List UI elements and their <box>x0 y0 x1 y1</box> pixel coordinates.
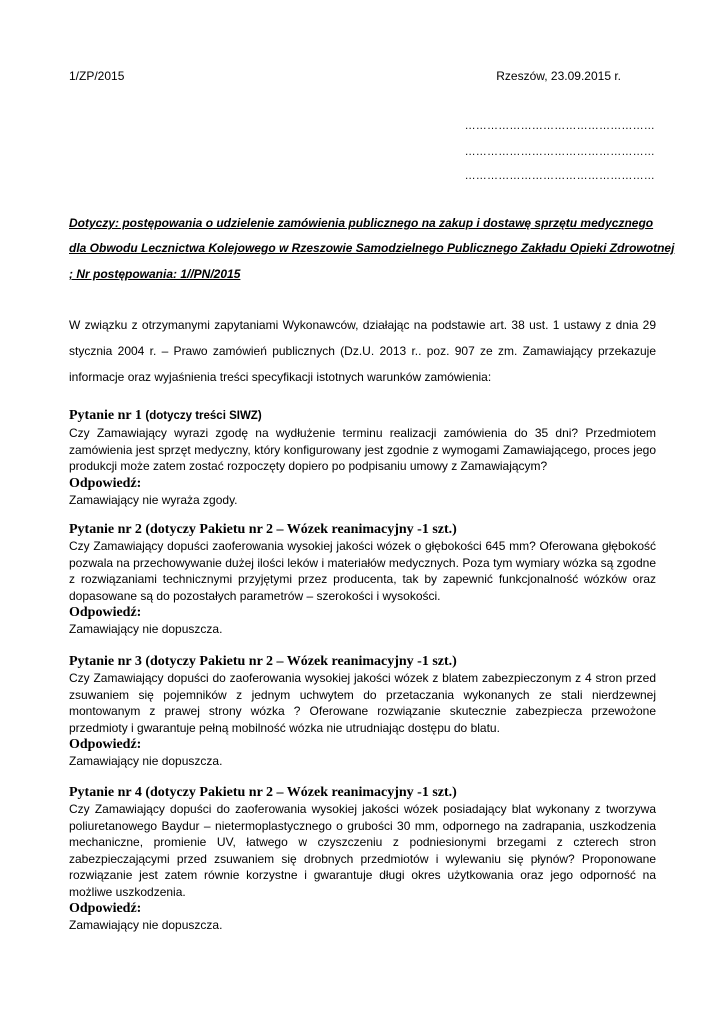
question-title: Pytanie nr 3 (dotyczy Pakietu nr 2 – Wózek reanimacyjny -1 szt.) <box>69 654 457 669</box>
subject-line: Dotyczy: postępowania o udzielenie zamówienia publicznego na zakup i dostawę sprzętu medycznego <box>69 216 654 230</box>
recipient-line: …………………………………………… <box>464 120 655 132</box>
answer-text: Zamawiający nie dopuszcza. <box>69 918 223 932</box>
answer-text: Zamawiający nie dopuszcza. <box>69 754 223 768</box>
reference-number: 1/ZP/2015 <box>69 69 125 83</box>
intro-paragraph: W związku z otrzymanymi zapytaniami Wykonawców, działając na podstawie art. 38 ust. 1 ustawy z dnia 29 stycznia 2004 r. – Prawo zamówień publicznych (Dz.U. 2013 r.. poz. 907 ze zm. Zamawiający przekazuje informacje oraz wyjaśnienia treści specyfikacji istotnych warunków zamówienia: <box>69 318 656 384</box>
subject-line: ; Nr postępowania: 1//PN/2015 <box>69 267 241 281</box>
recipient-line: …………………………………………… <box>464 170 655 182</box>
question-block <box>69 784 656 934</box>
question-body: Czy Zamawiający dopuści zaoferowania wysokiej jakości wózek o głębokości 645 mm? Oferowana głębokość pozwala na przechowywanie dużej ilości leków i materiałów medycznych. Poza tym wymiary wózka są zgodne z rozwiązaniami technicznymi przyjętymi przez producenta, tak by zapewnić funkcjonalność wózków oraz dopasowane są do pozostałych parametrów – szerokości i wysokości. <box>69 539 656 603</box>
question-block <box>69 407 656 508</box>
answer-heading: Odpowiedź: <box>69 605 142 620</box>
subject-line: dla Obwodu Lecznictwa Kolejowego w Rzeszowie Samodzielnego Publicznego Zakładu Opieki Zdrowotnej <box>69 241 675 255</box>
question-block <box>69 653 656 770</box>
recipient-line: …………………………………………… <box>464 146 655 158</box>
answer-heading: Odpowiedź: <box>69 475 142 491</box>
question-title: Pytanie nr 2 (dotyczy Pakietu nr 2 – Wózek reanimacyjny -1 szt.) <box>69 522 457 537</box>
question-body: Czy Zamawiający wyrazi zgodę na wydłużenie terminu realizacji zamówienia do 35 dni? Przedmiotem zamówienia jest sprzęt medyczny, który konfigurowany jest zgodnie z wymogami Zamawiającego, proces jego produkcji może zatem zostać rozpoczęty dopiero po podpisaniu umowy z Zamawiającym? <box>69 426 656 473</box>
answer-heading: Odpowiedź: <box>69 737 142 752</box>
answer-text: Zamawiający nie wyraża zgody. <box>69 492 238 507</box>
question-title: Pytanie nr 4 (dotyczy Pakietu nr 2 – Wózek reanimacyjny -1 szt.) <box>69 785 457 800</box>
question-heading <box>69 407 656 425</box>
question-title: Pytanie nr 1 <box>69 408 146 423</box>
question-block <box>69 521 656 638</box>
answer-heading: Odpowiedź: <box>69 901 142 916</box>
question-body: Czy Zamawiający dopuści do zaoferowania wysokiej jakości wózek z blatem zabezpieczonym z 4 stron przed zsuwaniem się pojemników z jednym uchwytem do przetaczania wykonanych ze stali nierdzewnej montowanym z prawej strony wózka ? Oferowane rozwiązanie skutecznie zabezpiecza przewożone przedmioty i gwarantuje pełną mobilność wózka nie utrudniając dostępu do blatu. <box>69 671 656 735</box>
place-and-date: Rzeszów, 23.09.2015 r. <box>496 69 621 83</box>
question-scope: (dotyczy treści SIWZ) <box>145 410 262 422</box>
answer-text: Zamawiający nie dopuszcza. <box>69 622 223 636</box>
question-body: Czy Zamawiający dopuści do zaoferowania wysokiej jakości wózek posiadający blat wykonany z tworzywa poliuretanowego Baydur – nietermoplastycznego o grubości 30 mm, odpornego na zadrapania, uszkodzenia mechaniczne, promienie UV, łatwego w czyszczeniu z podniesionymi brzegami z czterech stron zabezpieczającymi przed zsuwaniem się drobnych przedmiotów i wylewaniu się płynów? Proponowane rozwiązanie jest zatem równie korzystne i gwarantuje długi okres użytkowania oraz jego odporność na możliwe uszkodzenia. <box>69 802 656 899</box>
